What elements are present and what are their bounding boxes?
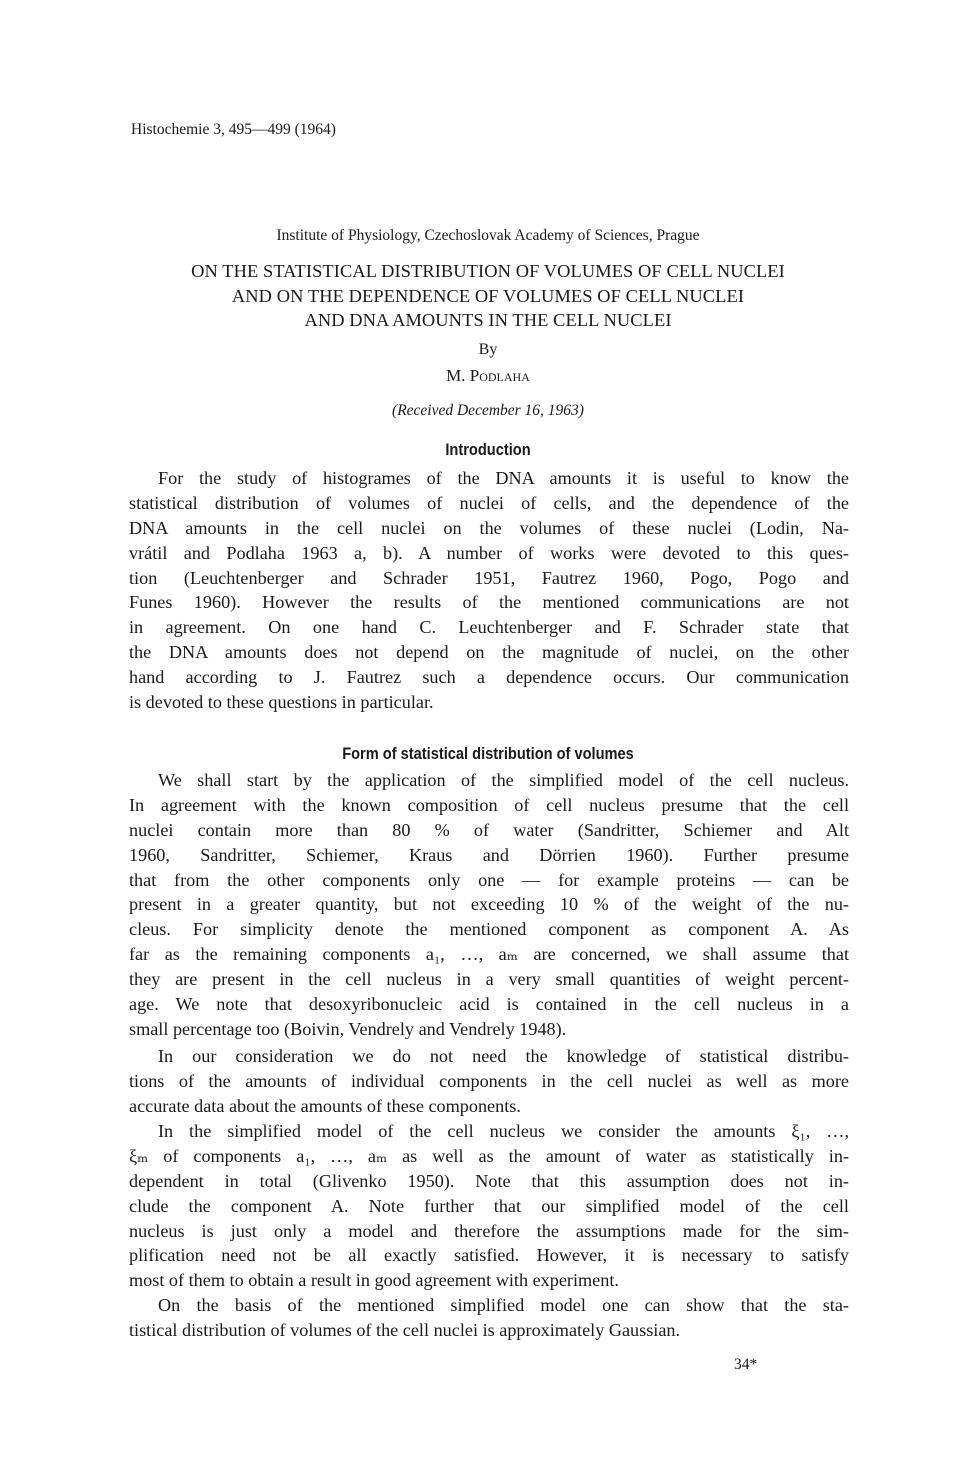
text-line: that from the other components only one — for example proteins — can be: [129, 869, 849, 890]
by-line: By: [478, 341, 498, 358]
text-line: nuclei contain more than 80 % of water (Sandritter, Schiemer and Alt: [129, 819, 849, 840]
text-line: statistical distribution of volumes of nuclei of cells, and the dependence of the: [129, 492, 849, 513]
journal-reference: Histochemie 3, 495—499 (1964): [131, 121, 336, 138]
text-line: most of them to obtain a result in good agreement with experiment.: [129, 1270, 619, 1291]
text-line: Funes 1960). However the results of the mentioned communications are not: [129, 592, 849, 613]
text-line: hand according to J. Fautrez such a dependence occurs. Our communication: [129, 667, 849, 688]
text-line: ξₘ of components a₁, …, aₘ as well as the amount of water as statistically in-: [129, 1145, 849, 1166]
title-line: AND DNA AMOUNTS IN THE CELL NUCLEI: [304, 310, 672, 330]
text-line: tions of the amounts of individual components in the cell nuclei as well as more: [129, 1070, 849, 1091]
text-line: cleus. For simplicity denote the mentioned component as component A. As: [129, 919, 849, 940]
paper-title: [100, 259, 876, 333]
text-line: age. We note that desoxyribonucleic acid is contained in the cell nucleus in a: [129, 994, 849, 1015]
page-number: 34*: [734, 1356, 758, 1373]
text-line: 1960, Sandritter, Schiemer, Kraus and Dörrien 1960). Further presume: [129, 844, 849, 865]
introduction-paragraph: [129, 466, 849, 715]
text-line: For the study of histogrames of the DNA amounts it is useful to know the: [158, 468, 849, 488]
author-name: M. Podlaha: [446, 366, 530, 385]
title-line: ON THE STATISTICAL DISTRIBUTION OF VOLUMES OF CELL NUCLEI: [191, 261, 785, 281]
text-line: In the simplified model of the cell nucleus we consider the amounts ξ₁, …,: [158, 1121, 849, 1141]
text-line: On the basis of the mentioned simplified model one can show that the sta-: [158, 1295, 849, 1315]
text-line: nucleus is just only a model and therefore the assumptions made for the sim-: [129, 1220, 849, 1241]
form-paragraph-4: [129, 1293, 849, 1343]
section-heading-introduction: Introduction: [445, 440, 531, 459]
text-line: small percentage too (Boivin, Vendrely and Vendrely 1948).: [129, 1018, 567, 1039]
text-line: In our consideration we do not need the knowledge of statistical distribu-: [158, 1046, 849, 1066]
text-line: clude the component A. Note further that our simplified model of the cell: [129, 1195, 849, 1216]
text-line: is devoted to these questions in particular.: [129, 692, 434, 713]
text-line: in agreement. On one hand C. Leuchtenberger and F. Schrader state that: [129, 617, 849, 638]
section-heading-form: Form of statistical distribution of volumes: [342, 744, 634, 763]
form-paragraph-3: [129, 1119, 849, 1293]
text-line: present in a greater quantity, but not exceeding 10 % of the weight of the nu-: [129, 894, 849, 915]
text-line: In agreement with the known composition of cell nucleus presume that the cell: [129, 794, 849, 815]
text-line: vrátil and Podlaha 1963 a, b). A number of works were devoted to this ques-: [129, 542, 849, 563]
form-paragraph-2: [129, 1044, 849, 1119]
form-paragraph-1: [129, 768, 849, 1042]
text-line: We shall start by the application of the simplified model of the cell nucleus.: [158, 770, 849, 790]
title-line: AND ON THE DEPENDENCE OF VOLUMES OF CELL NUCLEI: [231, 285, 745, 306]
text-line: dependent in total (Glivenko 1950). Note that this assumption does not in-: [129, 1170, 849, 1191]
text-line: tistical distribution of volumes of the cell nuclei is approximately Gaussian.: [129, 1319, 681, 1340]
text-line: plification need not be all exactly satisfied. However, it is necessary to satisfy: [129, 1245, 849, 1266]
text-line: the DNA amounts does not depend on the magnitude of nuclei, on the other: [129, 642, 849, 663]
institute-line: Institute of Physiology, Czechoslovak Academy of Sciences, Prague: [276, 227, 700, 244]
text-line: tion (Leuchtenberger and Schrader 1951, Fautrez 1960, Pogo, Pogo and: [129, 567, 849, 588]
text-line: they are present in the cell nucleus in a very small quantities of weight percent-: [129, 969, 849, 990]
text-line: accurate data about the amounts of these components.: [129, 1095, 521, 1116]
text-line: DNA amounts in the cell nuclei on the volumes of these nuclei (Lodin, Na-: [129, 517, 849, 538]
text-line: far as the remaining components a₁, …, aₘ are concerned, we shall assume that: [129, 944, 849, 965]
received-date: (Received December 16, 1963): [392, 402, 584, 419]
